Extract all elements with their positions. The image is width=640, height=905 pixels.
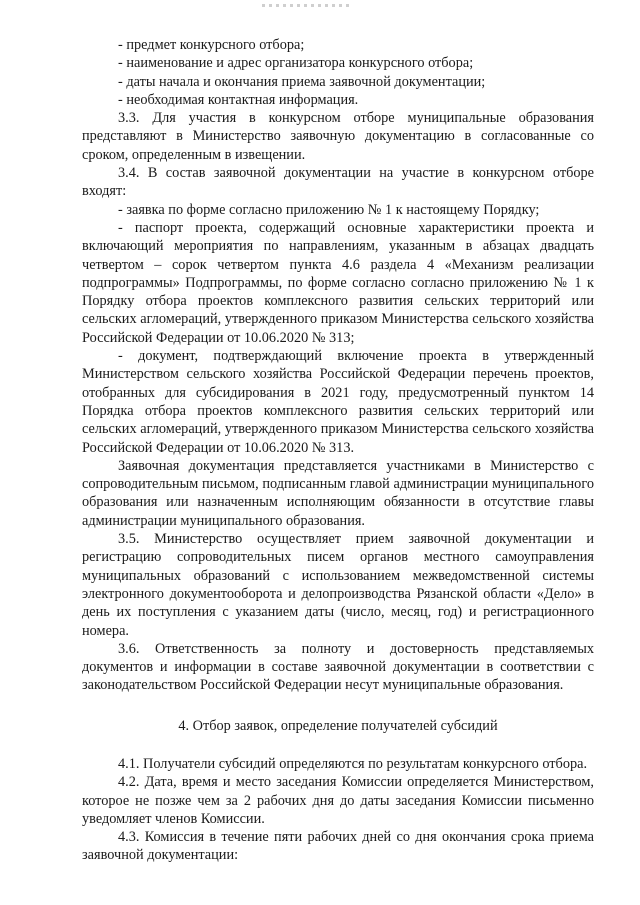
section-4-heading: 4. Отбор заявок, определение получателей субсидий	[178, 717, 498, 734]
document-page	[82, 36, 594, 865]
paragraph-3-4-item-application: - заявка по форме согласно приложению № 1 к настоящему Порядку;	[118, 201, 540, 218]
paragraph-3-4: 3.4. В состав заявочной документации на участие в конкурсном отборе входят:	[82, 165, 594, 200]
list-item: - необходимая контактная информация.	[118, 91, 359, 108]
list-item: - наименование и адрес организатора конкурсного отбора;	[118, 55, 474, 72]
list-item: - даты начала и окончания приема заявочной документации;	[118, 73, 486, 90]
scan-artifact	[262, 4, 352, 7]
list-item: - предмет конкурсного отбора;	[118, 37, 305, 53]
paragraph-3-4-item-confirmation: - документ, подтверждающий включение проекта в утвержденный Министерством сельского хозяйства Российской Федерации перечень проектов, отобранных для субсидирования в 2021 году, предусмотренный пунктом 14 Порядка отбора проектов комплексного развития сельских территорий или сельских агломераций, утвержденного приказом Министерства сельского хозяйства Российской Федерации от 10.06.2020 № 313.	[82, 348, 594, 456]
paragraph-4-2: 4.2. Дата, время и место заседания Комиссии определяется Министерством, которое не позже чем за 2 рабочих дня до даты заседания Комиссии письменно уведомляет членов Комиссии.	[82, 774, 594, 827]
paragraph-3-4-item-passport: - паспорт проекта, содержащий основные характеристики проекта и включающий мероприятия по направлениям, указанным в абзацах двадцать четвертом – сорок четвертом пункта 4.6 раздела 4 «Механизм реализации подпрограммы» Подпрограммы, по форме согласно согласно приложению № 1 к Порядку отбора проектов комплексного развития сельских территорий или сельских агломераций, утвержденного приказом Министерства сельского хозяйства Российской Федерации от 10.06.2020 № 313;	[82, 219, 594, 346]
paragraph-3-6: 3.6. Ответственность за полноту и достоверность представляемых документов и информации в составе заявочной документации в соответствии с законодательством Российской Федерации несут муниципальные образования.	[82, 640, 594, 694]
paragraph-4-1: 4.1. Получатели субсидий определяются по результатам конкурсного отбора.	[118, 755, 588, 772]
paragraph-4-3: 4.3. Комиссия в течение пяти рабочих дней со дня окончания срока приема заявочной документации:	[82, 829, 594, 864]
paragraph-submission: Заявочная документация представляется участниками в Министерство с сопроводительным письмом, подписанным главой администрации муниципального образования или назначенным исполняющим обязанности в отсутствие главы администрации муниципального образования.	[82, 457, 594, 529]
paragraph-3-3: 3.3. Для участия в конкурсном отборе муниципальные образования представляют в Министерство заявочную документацию в согласованные со сроком, определенным в извещении.	[82, 110, 594, 163]
paragraph-3-5: 3.5. Министерство осуществляет прием заявочной документации и регистрацию сопроводительных писем органов местного самоуправления муниципальных образований с использованием межведомственной системы электронного документооборота и делопроизводства Рязанской области «Дело» в день их поступления с указанием даты (число, месяц, год) и регистрационного номера.	[82, 531, 594, 639]
